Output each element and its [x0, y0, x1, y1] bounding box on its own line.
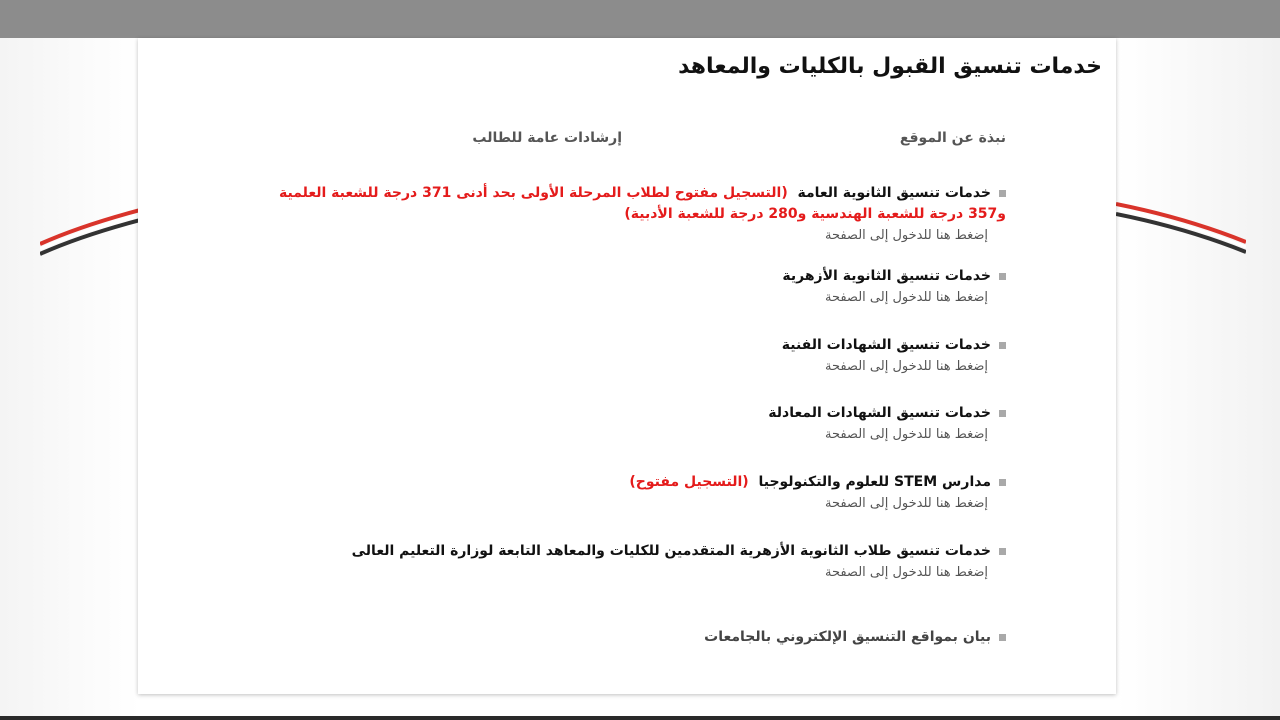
- service-link[interactable]: إضغط هنا للدخول إلى الصفحة: [824, 359, 988, 374]
- service-item-general-secondary: [246, 183, 1006, 243]
- flag-ribbon-right: [1116, 196, 1246, 260]
- square-bullet-icon: [999, 342, 1006, 349]
- top-bar: [0, 0, 1280, 38]
- square-bullet-icon: [999, 273, 1006, 280]
- universities-statement-item: [704, 627, 1006, 648]
- bottom-bar: [0, 716, 1280, 720]
- content-panel: [138, 38, 1116, 694]
- service-link[interactable]: إضغط هنا للدخول إلى الصفحة: [824, 290, 988, 305]
- background-shade-left: [0, 38, 140, 718]
- square-bullet-icon: [999, 190, 1006, 197]
- service-title[interactable]: خدمات تنسيق الشهادات الفنية: [781, 337, 991, 353]
- service-item-azhar-secondary: [782, 266, 1006, 305]
- background-shade-right: [1116, 38, 1280, 718]
- service-title[interactable]: خدمات تنسيق الثانوية الأزهرية: [782, 268, 991, 284]
- service-link[interactable]: إضغط هنا للدخول إلى الصفحة: [824, 496, 988, 511]
- service-item-azhar-higher-education: [352, 541, 1006, 580]
- page-title: خدمات تنسيق القبول بالكليات والمعاهد: [678, 54, 1102, 79]
- service-title[interactable]: خدمات تنسيق الشهادات المعادلة: [768, 405, 991, 421]
- service-link[interactable]: إضغط هنا للدخول إلى الصفحة: [824, 565, 988, 580]
- nav-link-about[interactable]: نبذة عن الموقع: [899, 130, 1006, 146]
- service-item-stem-schools: [629, 472, 1006, 511]
- square-bullet-icon: [999, 479, 1006, 486]
- service-item-technical-certificates: [782, 335, 1006, 374]
- universities-statement-link[interactable]: بيان بمواقع التنسيق الإلكتروني بالجامعات: [704, 629, 991, 645]
- service-title[interactable]: خدمات تنسيق طلاب الثانوية الأزهرية المتقدمين للكليات والمعاهد التابعة لوزارة التعليم العالى: [351, 543, 991, 559]
- service-item-equivalent-certificates: [768, 403, 1006, 442]
- service-link[interactable]: إضغط هنا للدخول إلى الصفحة: [824, 427, 988, 442]
- square-bullet-icon: [999, 634, 1006, 641]
- flag-ribbon-left: [40, 200, 140, 260]
- registration-note: (التسجيل مفتوح): [629, 474, 749, 490]
- square-bullet-icon: [999, 548, 1006, 555]
- square-bullet-icon: [999, 410, 1006, 417]
- registration-note: (التسجيل مفتوح لطلاب المرحلة الأولى بحد أدنى 371 درجة للشعبة العلمية و357 درجة للشعبة الهندسية و280 درجة للشعبة الأدبية): [279, 185, 1006, 222]
- nav-link-guidelines[interactable]: إرشادات عامة للطالب: [472, 130, 622, 146]
- service-title[interactable]: مدارس STEM للعلوم والتكنولوجيا: [758, 474, 991, 490]
- service-title[interactable]: خدمات تنسيق الثانوية العامة: [797, 185, 991, 201]
- service-link[interactable]: إضغط هنا للدخول إلى الصفحة: [824, 228, 988, 243]
